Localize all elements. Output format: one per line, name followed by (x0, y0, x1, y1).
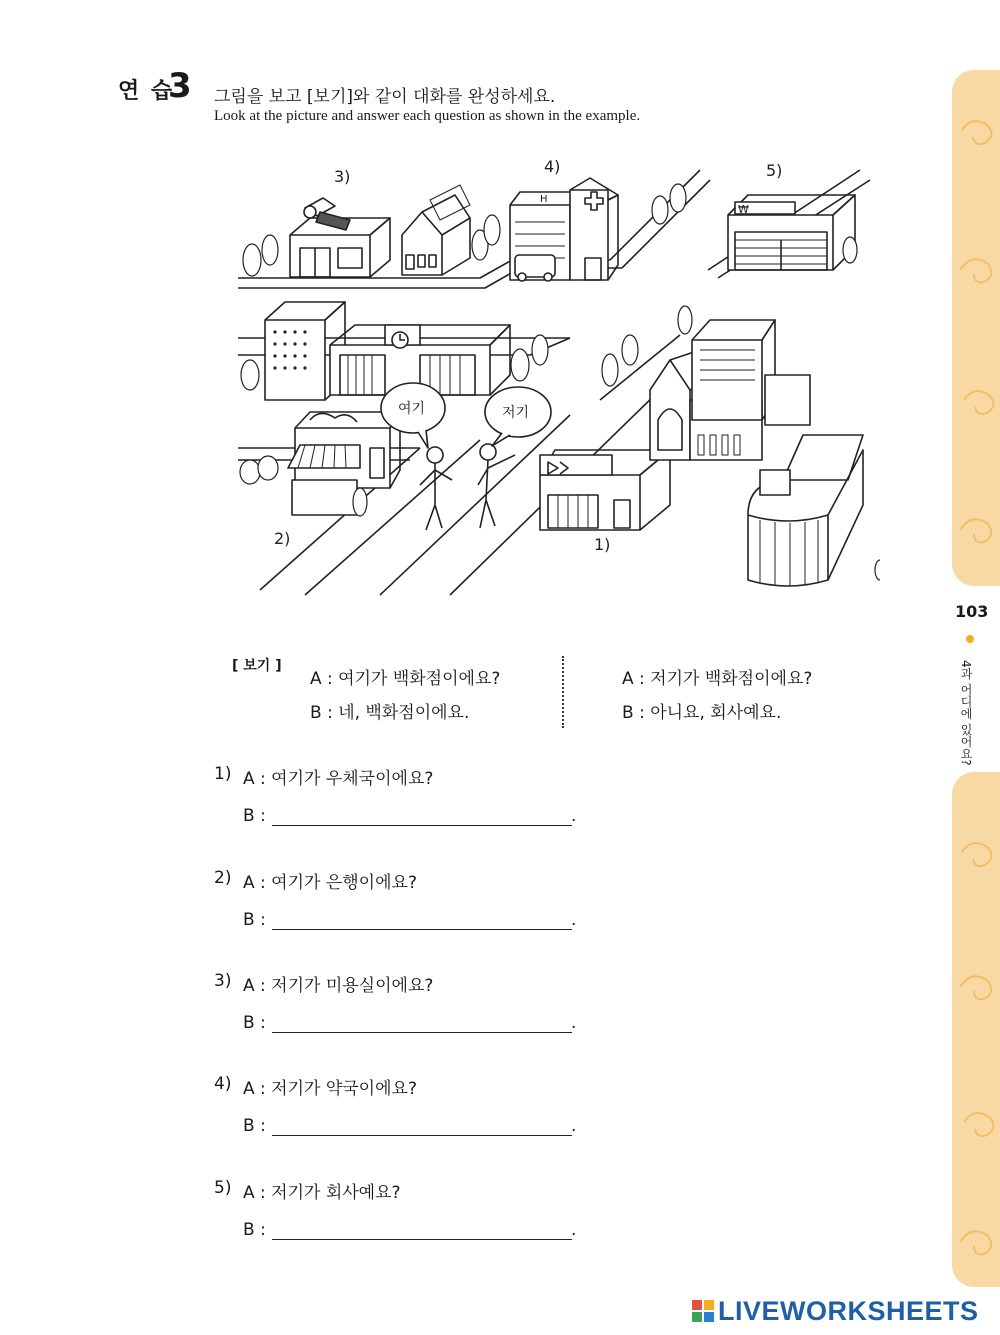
answer-input-4[interactable] (272, 1114, 577, 1136)
answer-input-2[interactable] (272, 908, 577, 930)
example-label: [ 보기 ] (232, 658, 282, 674)
question-number: 2) (214, 868, 232, 888)
cloud-pattern-icon (952, 70, 1000, 586)
answer-input-1[interactable] (272, 804, 577, 826)
answer-line (272, 1031, 572, 1033)
picture-label-2: 2) (274, 529, 291, 548)
instruction-english: Look at the picture and answer each question as shown in the example. (214, 108, 641, 124)
question-number: 1) (214, 764, 232, 784)
exercise-label: 연 습 (118, 79, 175, 104)
answer-label: B : (243, 806, 266, 826)
building-house (402, 185, 470, 275)
building-3-salon (290, 198, 390, 277)
period: . (571, 910, 577, 930)
question-number: 5) (214, 1178, 232, 1198)
period: . (571, 1013, 577, 1033)
picture-label-5: 5) (766, 161, 783, 180)
answer-label: B : (243, 1220, 266, 1240)
picture-label-4: 4) (544, 157, 561, 176)
answer-input-3[interactable] (272, 1011, 577, 1033)
question-text: A : 저기가 미용실이에요? (243, 976, 434, 996)
answer-label: B : (243, 1116, 266, 1136)
answer-label: B : (243, 1013, 266, 1033)
building-2-shop (288, 412, 400, 515)
question-text: A : 저기가 회사예요? (243, 1183, 401, 1203)
liveworksheets-logo[interactable] (692, 1296, 979, 1326)
page-number: 103 (955, 602, 989, 621)
answer-line (272, 1134, 572, 1136)
svg-text:₩: ₩ (738, 203, 749, 216)
picture-label-1: 1) (594, 535, 611, 554)
period: . (571, 1116, 577, 1136)
answer-line (272, 824, 572, 826)
answer-line (272, 928, 572, 930)
speech-there: 저기 (502, 405, 530, 421)
logo-text: LIVEWORKSHEETS (718, 1295, 979, 1326)
building-5-bank (728, 195, 855, 270)
period: . (571, 806, 577, 826)
example-divider (562, 656, 564, 728)
example-left-a: A : 여기가 백화점이에요? (310, 669, 501, 689)
answer-label: B : (243, 910, 266, 930)
question-number: 4) (214, 1074, 232, 1094)
building-office-right (692, 320, 810, 425)
picture-label-3: 3) (334, 167, 351, 186)
answer-line (272, 1238, 572, 1240)
question-text: A : 저기가 약국이에요? (243, 1079, 417, 1099)
exercise-number: 3 (168, 66, 192, 106)
building-department-store (748, 435, 863, 586)
example-right-a: A : 저기가 백화점이에요? (622, 669, 813, 689)
person-2 (478, 444, 515, 528)
chapter-title: 4과 어디에 있어요? (959, 660, 973, 766)
building-4-hospital (510, 178, 618, 281)
svg-text:H: H (540, 194, 548, 205)
question-number: 3) (214, 971, 232, 991)
answer-input-5[interactable] (272, 1218, 577, 1240)
side-tab-decor-bottom (952, 772, 1000, 1287)
town-illustration (230, 150, 880, 605)
building-1-post-office (540, 450, 670, 530)
cloud-pattern-icon (952, 772, 1000, 1287)
question-text: A : 여기가 은행이에요? (243, 873, 417, 893)
page-dot-icon (966, 635, 974, 643)
side-tab-decor-top (952, 70, 1000, 586)
example-right-b: B : 아니요, 회사예요. (622, 703, 782, 723)
example-left-b: B : 네, 백화점이에요. (310, 703, 470, 723)
speech-here: 여기 (398, 401, 426, 417)
question-text: A : 여기가 우체국이에요? (243, 769, 434, 789)
instruction-korean: 그림을 보고 [보기]와 같이 대화를 완성하세요. (214, 87, 556, 107)
logo-blocks-icon (692, 1300, 714, 1322)
period: . (571, 1220, 577, 1240)
